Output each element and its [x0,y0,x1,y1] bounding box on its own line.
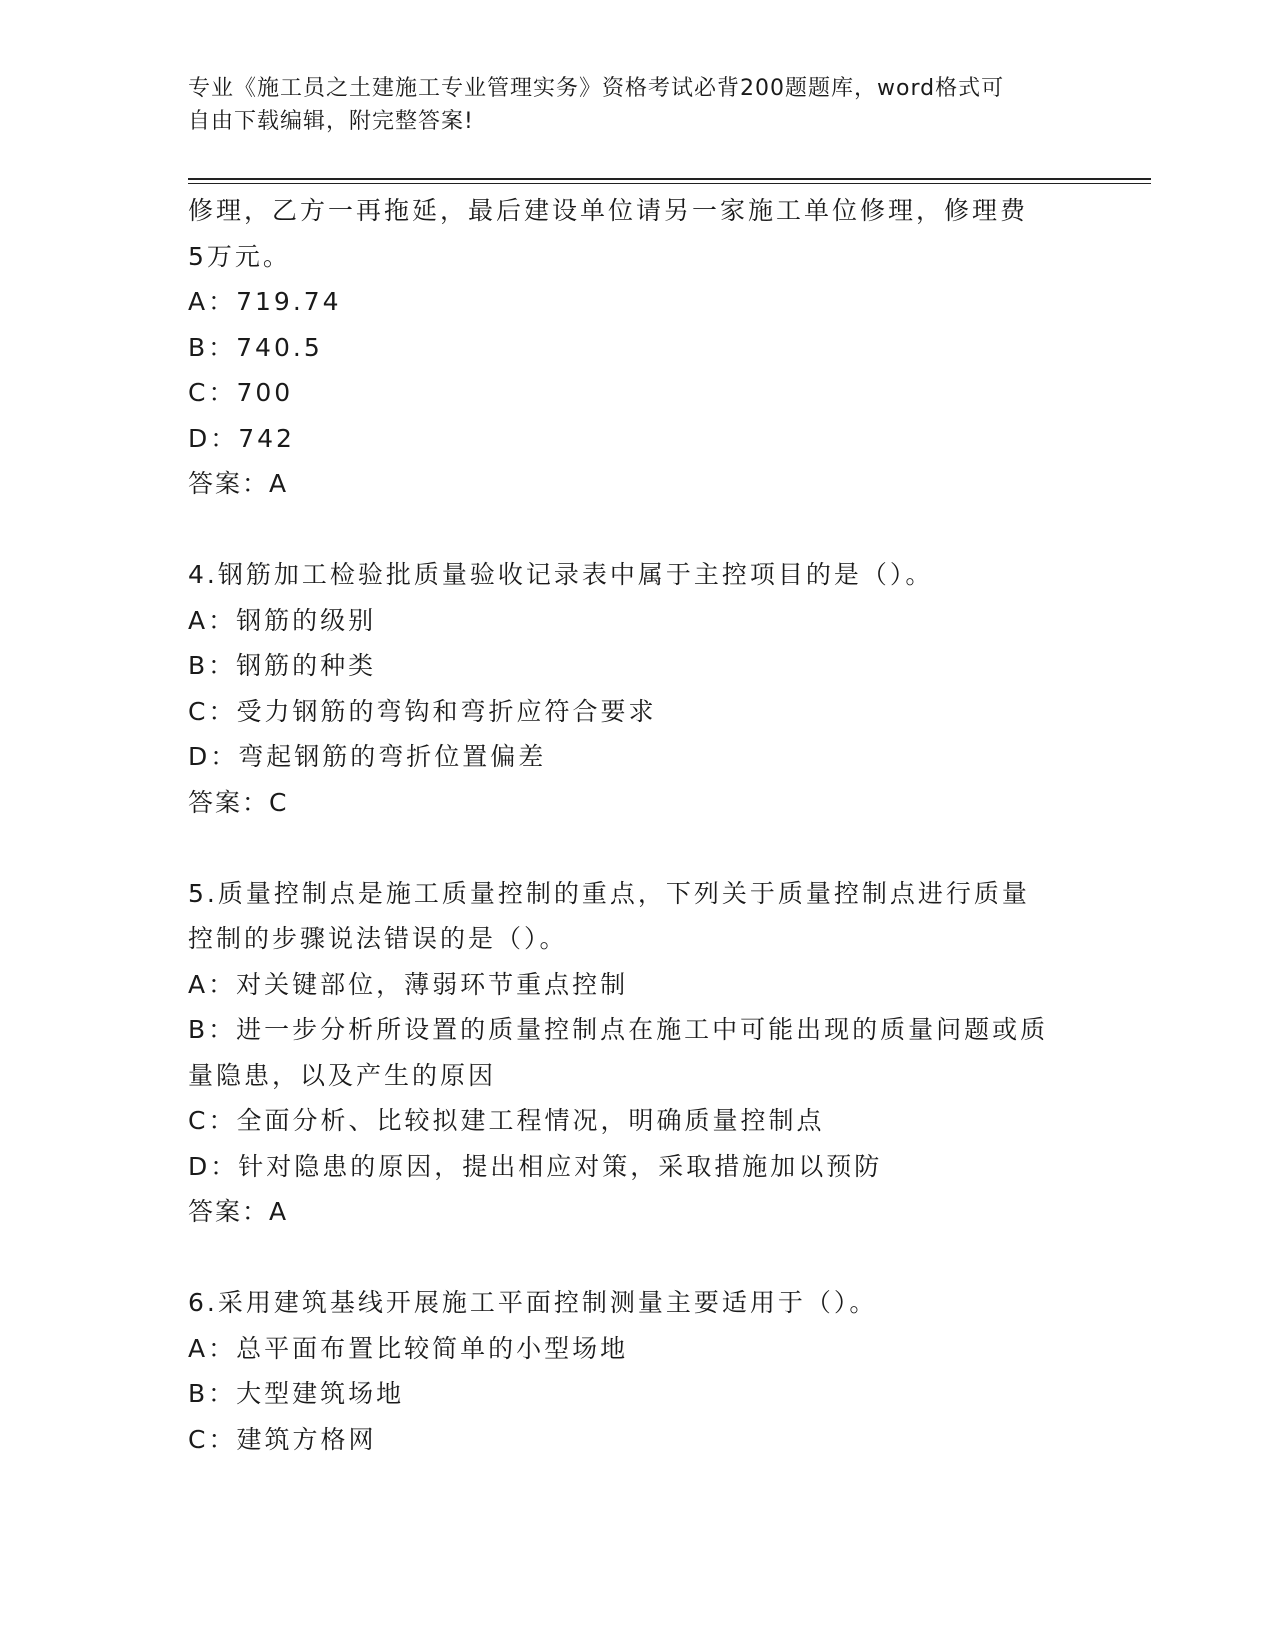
question-3-continuation [188,188,1088,507]
header-divider-thick [188,178,1151,180]
option-c: C：受力钢筋的弯钩和弯折应符合要求 [188,696,657,726]
question-content [188,188,1088,1462]
question-6 [188,1280,1088,1462]
question-stem-line: 修理，乙方一再拖延，最后建设单位请另一家施工单位修理，修理费 [188,196,1029,225]
option-c: C：全面分析、比较拟建工程情况，明确质量控制点 [188,1106,825,1135]
option-d: D：弯起钢筋的弯折位置偏差 [188,742,547,771]
option-b: B：740.5 [188,332,323,362]
question-stem-line: 5万元。 [188,241,291,271]
question-5 [188,871,1088,1235]
question-stem-line: 5.质量控制点是施工质量控制的重点，下列关于质量控制点进行质量 [188,878,1030,908]
answer-line: 答案：A [188,469,289,498]
spacer [188,507,1088,553]
option-a: A：总平面布置比较简单的小型场地 [188,1333,629,1363]
option-d: D：742 [188,423,295,453]
option-b: B：钢筋的种类 [188,651,377,680]
question-stem-line: 控制的步骤说法错误的是（）。 [188,924,568,953]
option-a: A：对关键部位，薄弱环节重点控制 [188,969,629,999]
option-a: A：719.74 [188,287,342,316]
question-stem-line: 4.钢筋加工检验批质量验收记录表中属于主控项目的是（）。 [188,560,934,589]
answer-line: 答案：C [188,787,289,817]
option-c: C：建筑方格网 [188,1424,377,1454]
option-b: B：大型建筑场地 [188,1379,405,1408]
header-divider-thin [188,183,1151,184]
option-d: D：针对隐患的原因，提出相应对策，采取措施加以预防 [188,1151,883,1181]
option-b: B：进一步分析所设置的质量控制点在施工中可能出现的质量问题或质 [188,1015,1049,1044]
question-4 [188,552,1088,825]
option-b-continued: 量隐患，以及产生的原因 [188,1060,497,1090]
spacer [188,1235,1088,1281]
option-a: A：钢筋的级别 [188,605,377,635]
option-c: C：700 [188,378,294,407]
answer-line: 答案：A [188,1197,289,1226]
header-line-2: 自由下载编辑，附完整答案! [188,109,474,134]
document-header [188,72,1068,138]
spacer [188,825,1088,871]
header-line-1: 专业《施工员之土建施工专业管理实务》资格考试必背200题题库，word格式可 [188,76,1005,101]
question-stem-line: 6.采用建筑基线开展施工平面控制测量主要适用于（）。 [188,1288,878,1317]
